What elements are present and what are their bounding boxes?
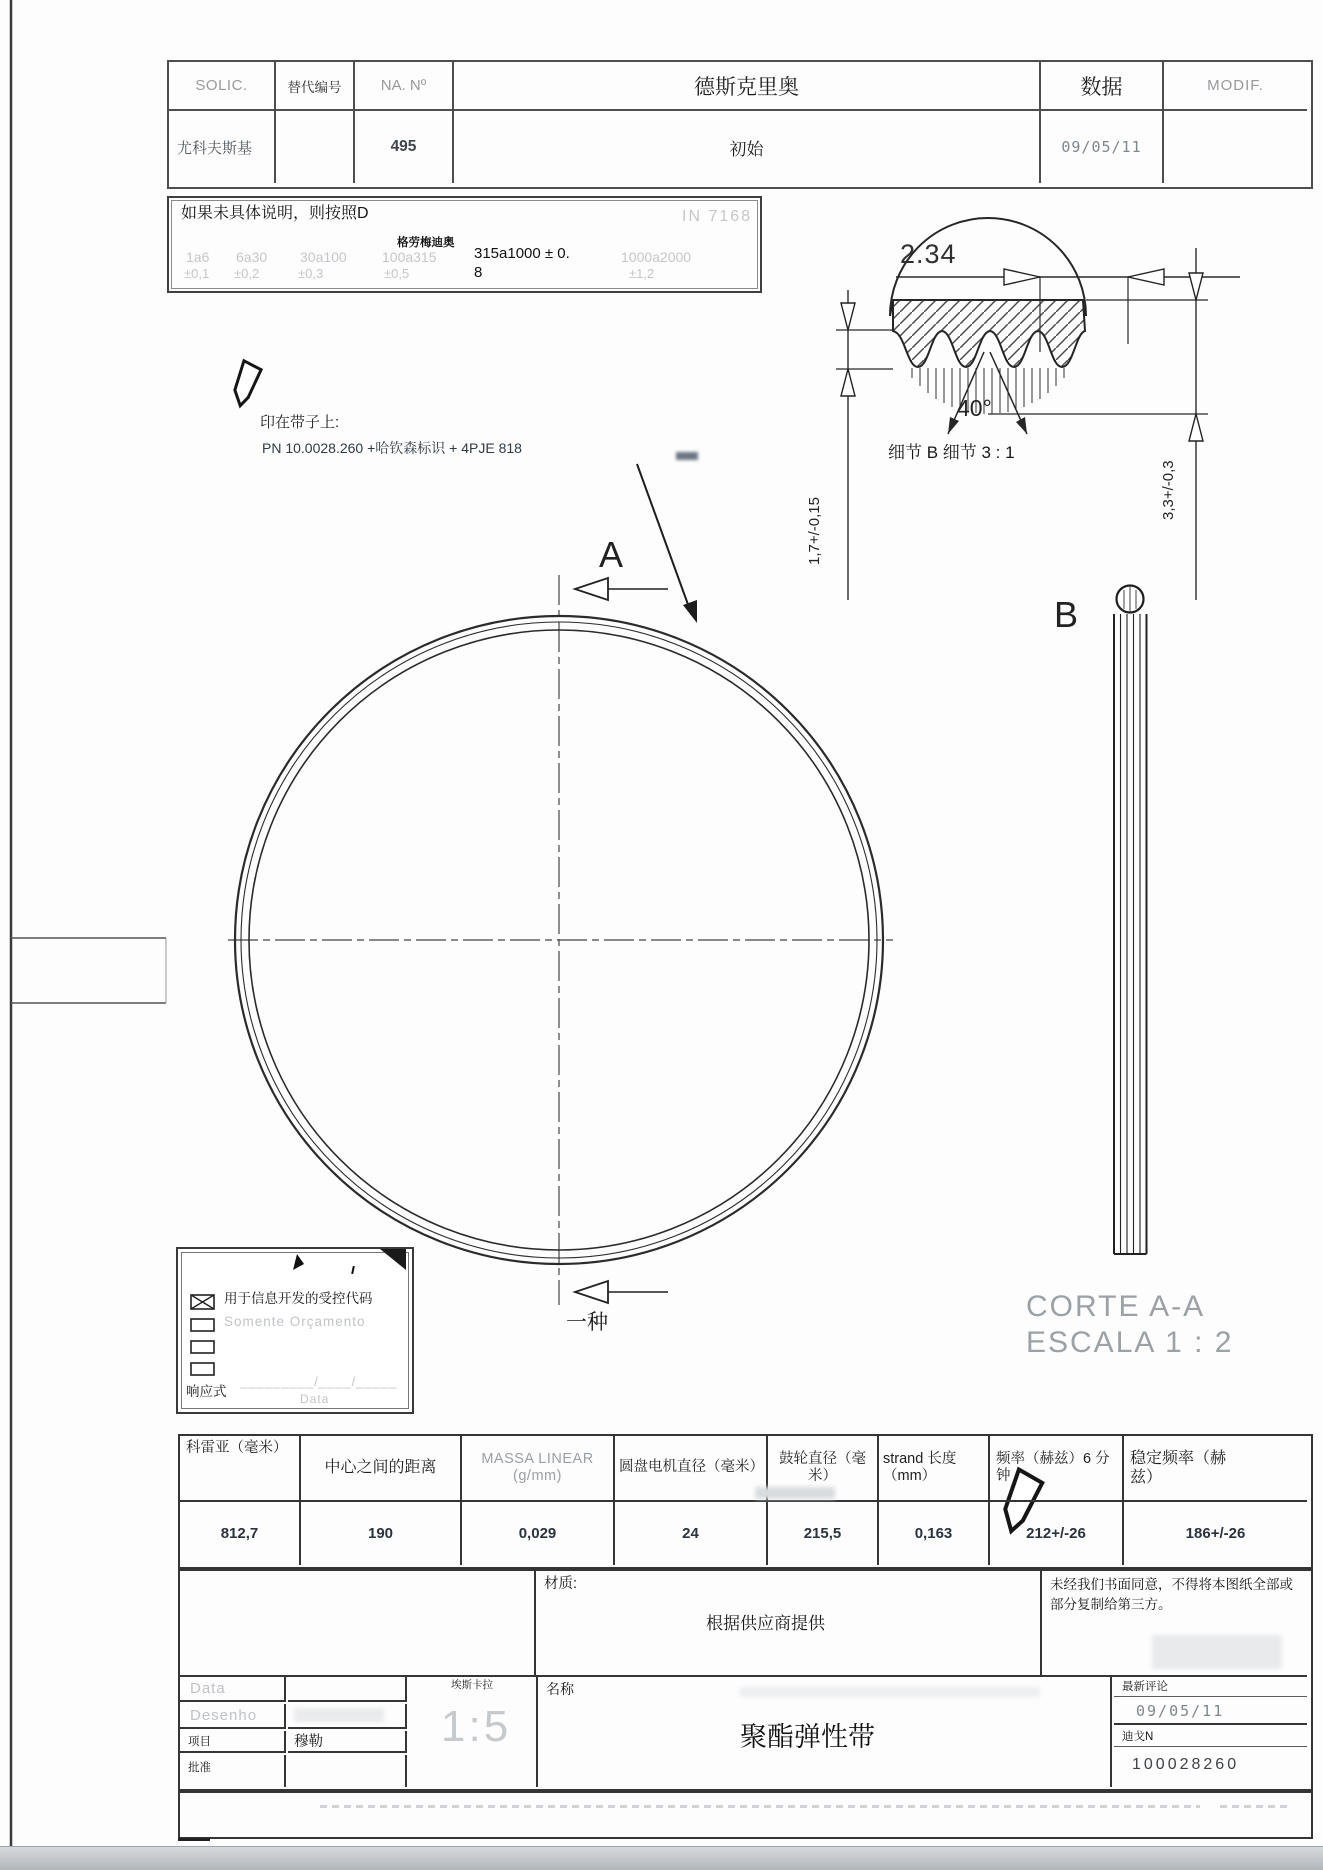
param-value-center-distance	[301, 1502, 462, 1565]
tol-value: ±1,2	[629, 266, 655, 281]
value-text: 0,029	[518, 1525, 557, 1542]
row-date-value	[1041, 111, 1164, 183]
tol-range-active: 315a1000 ± 0.	[474, 245, 570, 262]
na-value: 495	[390, 138, 417, 155]
param-value-stable-frequency	[1124, 1502, 1307, 1565]
angle-label: 40°	[957, 395, 992, 421]
belt-side-view	[1114, 586, 1147, 1255]
footer-tick	[178, 1838, 210, 1841]
row-desc-value	[454, 111, 1041, 183]
desenho-row-value-cell	[288, 1704, 407, 1729]
project-row-label: 项目	[188, 1736, 211, 1748]
section-label-a-bottom: 一种	[566, 1311, 608, 1334]
ink-smudge	[676, 452, 698, 460]
value-text: 215,5	[803, 1525, 842, 1542]
footer-strip	[178, 1789, 1313, 1839]
data-row-label: Data	[190, 1680, 226, 1697]
title-block-empty-cell	[180, 1569, 536, 1677]
row-modif-value	[1164, 111, 1307, 183]
code-label: 迪戈N	[1122, 1731, 1154, 1743]
param-header-strand-length	[879, 1436, 990, 1502]
param-header-disc-diameter	[615, 1436, 768, 1502]
header-text: 中心之间的距离	[324, 1459, 437, 1477]
sheet-frame-lines	[11, 0, 166, 1847]
empty-checkbox-icon	[190, 1340, 215, 1354]
param-value-disc-diameter	[615, 1502, 768, 1565]
cursor-arrow-icon	[293, 1254, 307, 1272]
value-text: 212+/-26	[1026, 1525, 1086, 1542]
value-text: 24	[682, 1525, 699, 1542]
controlled-copy-label: 用于信息开发的受控代码	[224, 1291, 373, 1306]
tol-value-active: 8	[474, 264, 483, 281]
value-text: 186+/-26	[1185, 1525, 1246, 1542]
print-note-title: 印在带子上:	[260, 414, 340, 431]
folded-corner-icon	[378, 1249, 408, 1273]
col-na	[355, 62, 454, 111]
detail-b-caption: 细节 B 细节 3 : 1	[888, 443, 1015, 462]
description-header: 德斯克里奥	[694, 75, 799, 99]
header-text: 稳定频率（赫兹）	[1130, 1449, 1227, 1486]
col-modif	[1164, 62, 1307, 111]
date-header: 数据	[1080, 75, 1123, 99]
tol-range: 6a30	[236, 249, 268, 265]
copyright-text: 未经我们书面同意，不得将本图纸全部或部分复制给第三方。	[1050, 1577, 1293, 1613]
param-header-frequency	[990, 1436, 1124, 1502]
row-solic-value	[169, 111, 276, 183]
param-header-center-distance	[301, 1436, 462, 1502]
review-cell	[1114, 1677, 1307, 1787]
empty-checkbox-icon	[190, 1362, 215, 1376]
na-header: NA. Nº	[380, 77, 427, 94]
detail-b-leader-arrow	[637, 464, 697, 623]
code-value: 100028260	[1132, 1756, 1240, 1773]
approve-row-label-cell	[180, 1755, 286, 1787]
tol-range: 1a6	[186, 249, 210, 265]
scan-smudge	[294, 1708, 384, 1722]
param-header-stable-frequency	[1124, 1436, 1307, 1502]
part-name-value: 聚酯弹性带	[740, 1722, 875, 1752]
data-row-value-cell	[288, 1677, 407, 1702]
desenho-row-label: Desenho	[190, 1707, 258, 1724]
material-value: 根据供应商提供	[706, 1614, 825, 1633]
responsible-label: 响应式	[186, 1384, 227, 1399]
header-text: strand 长度（mm）	[883, 1450, 957, 1484]
review-label: 最新评论	[1122, 1681, 1168, 1693]
project-row-value-cell	[288, 1731, 407, 1753]
header-text: 鼓轮直径（毫米）	[779, 1450, 866, 1484]
pitch-dimension-label: 2.34	[900, 239, 957, 269]
total-height-label: 3,3+/-0,3	[1160, 460, 1177, 520]
col-solic	[169, 62, 276, 111]
section-label-a: A	[599, 534, 624, 575]
desenho-row-label-cell	[180, 1704, 286, 1729]
part-name-label: 名称	[546, 1681, 574, 1697]
value-text: 190	[367, 1525, 394, 1542]
scan-smudge	[755, 1487, 835, 1499]
detail-label-b: B	[1054, 594, 1079, 635]
empty-checkbox-icon	[190, 1318, 215, 1332]
somente-orcamento-label: Somente Orçamento	[224, 1314, 366, 1329]
scan-smudge	[1152, 1635, 1282, 1669]
review-date-cell	[1114, 1698, 1307, 1725]
header-text: 频率（赫兹）6 分钟	[996, 1450, 1110, 1484]
belt-parameters-table	[178, 1434, 1313, 1571]
title-block	[178, 1567, 1313, 1793]
stamp-data-label: Data	[300, 1392, 330, 1406]
copyright-cell	[1042, 1569, 1307, 1677]
pencil-icon	[233, 360, 262, 407]
rib-height-dimension	[836, 290, 893, 600]
tolerance-grade: 格劳梅迪奥	[397, 237, 455, 249]
tolerance-note: 如果未具体说明，则按照D	[181, 205, 369, 222]
alt-number-header: 替代编号	[287, 79, 342, 95]
code-value-cell	[1114, 1747, 1307, 1787]
data-row-label-cell	[180, 1677, 286, 1702]
material-label: 材质:	[544, 1576, 578, 1592]
corte-label: CORTE A-A	[1026, 1290, 1206, 1323]
stamp-date-line: _________/____/_____	[240, 1374, 398, 1389]
rib-height-label: 1,7+/-0,15	[806, 497, 823, 565]
param-value-frequency	[990, 1502, 1124, 1565]
header-text: MASSA LINEAR (g/mm)	[481, 1450, 594, 1484]
general-tolerance-box	[167, 196, 762, 293]
review-date: 09/05/11	[1136, 1702, 1225, 1720]
value-text: 812,7	[220, 1525, 259, 1542]
revision-description: 初始	[729, 139, 764, 159]
scale-label: 埃斯卡拉	[451, 1679, 493, 1691]
material-cell	[536, 1569, 1042, 1677]
section-cut-arrow-top	[575, 578, 668, 600]
modif-header: MODIF.	[1207, 77, 1264, 94]
page-bottom-edge	[0, 1846, 1323, 1870]
col-description	[454, 62, 1041, 111]
solic-header: SOLIC.	[195, 77, 248, 94]
approve-row-value-cell	[288, 1755, 407, 1787]
param-value-strand-length	[879, 1502, 990, 1565]
tol-value: ±0,3	[298, 266, 324, 281]
escala-label: ESCALA 1 : 2	[1026, 1326, 1234, 1359]
col-date	[1041, 62, 1164, 111]
revision-date: 09/05/11	[1061, 138, 1142, 156]
tol-value: ±0,2	[234, 266, 260, 281]
scale-value: 1:5	[441, 1702, 512, 1751]
section-cut-arrow-bottom	[575, 1281, 668, 1303]
header-text: 圆盘电机直径（毫米）	[619, 1459, 764, 1476]
review-label-cell	[1114, 1677, 1307, 1697]
requester-name: 尤科夫斯基	[177, 139, 253, 157]
param-header-correia	[180, 1436, 301, 1502]
value-text: 0,163	[914, 1525, 953, 1542]
scan-smudge	[740, 1687, 1040, 1697]
param-header-massa-linear	[462, 1436, 615, 1502]
checked-checkbox-icon	[190, 1294, 215, 1310]
project-row-label-cell	[180, 1731, 286, 1753]
illegible-footer-line	[320, 1805, 1200, 1808]
col-alt-number	[276, 62, 355, 111]
tolerance-standard: IN 7168	[682, 208, 753, 225]
print-note-code: PN 10.0028.260 +哈钦森标识 + 4PJE 818	[262, 440, 522, 456]
code-label-cell	[1114, 1727, 1307, 1747]
tol-range: 1000a2000	[621, 249, 692, 265]
row-na-value	[355, 111, 454, 183]
param-value-massa-linear	[462, 1502, 615, 1565]
part-name-cell	[540, 1677, 1112, 1787]
tol-range: 30a100	[300, 249, 347, 265]
tol-range: 100a315	[382, 249, 437, 265]
illegible-footer-line	[1220, 1805, 1290, 1808]
revision-table	[167, 60, 1313, 189]
belt-circle-view	[228, 575, 893, 1305]
row-alt-value	[276, 111, 355, 183]
approve-row-label: 批准	[188, 1762, 211, 1774]
scale-cell	[409, 1677, 538, 1787]
header-text: 科雷亚（毫米）	[186, 1440, 288, 1456]
tol-value: ±0,1	[184, 266, 210, 281]
tol-value: ±0,5	[384, 266, 410, 281]
param-value-drum-diameter	[768, 1502, 879, 1565]
project-row-value: 穆勒	[294, 1734, 323, 1750]
param-value-correia	[180, 1502, 301, 1565]
